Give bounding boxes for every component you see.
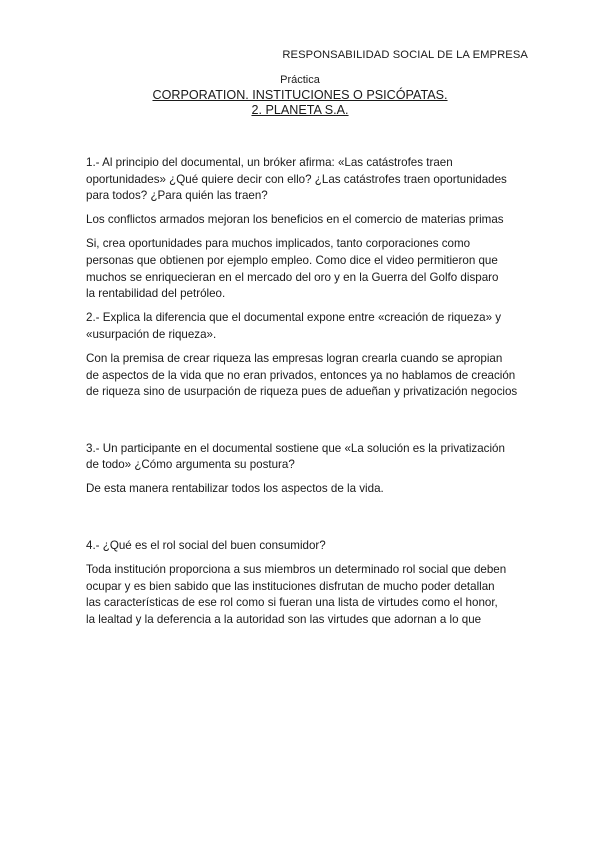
answer-2 [86, 351, 532, 401]
answer-3: De esta manera rentabilizar todos los aspectos de la vida. [86, 482, 384, 496]
question-3 [86, 441, 532, 474]
question-2 [86, 310, 532, 343]
answer-2-line: de riqueza sino de usurpación de riqueza pues de adueñan y privatización negocios [86, 385, 518, 399]
answer-1-line: Si, crea oportunidades para muchos implicados, tanto corporaciones como [86, 237, 471, 251]
question-1 [86, 155, 532, 205]
answer-1-part-b [86, 236, 532, 302]
document-header: RESPONSABILIDAD SOCIAL DE LA EMPRESA [282, 49, 528, 61]
question-4: 4.- ¿Qué es el rol social del buen consumidor? [86, 539, 326, 552]
question-1-line: oportunidades» ¿Qué quiere decir con ello? ¿Las catástrofes traen oportunidades [86, 172, 507, 186]
practice-label: Práctica [280, 74, 320, 86]
document-body [86, 155, 532, 628]
answer-4-line: Toda institución proporciona a sus miembros un determinado rol social que deben [86, 563, 507, 577]
question-3-line: 3.- Un participante en el documental sostiene que «La solución es la privatización [86, 441, 505, 455]
question-1-line: para todos? ¿Para quién las traen? [86, 189, 268, 203]
answer-4-line: la lealtad y la deferencia a la autoridad son las virtudes que adornan a lo que [86, 612, 482, 626]
document-title: CORPORATION. INSTITUCIONES O PSICÓPATAS. [152, 87, 448, 102]
question-2-line: «usurpación de riqueza». [86, 327, 217, 341]
question-2-line: 2.- Explica la diferencia que el documental expone entre «creación de riqueza» y [86, 311, 502, 325]
answer-2-line: de aspectos de la vida que no eran privados, entonces ya no hablamos de creación [86, 368, 516, 382]
question-3-line: de todo» ¿Cómo argumenta su postura? [86, 458, 295, 472]
document-subtitle: 2. PLANETA S.A. [251, 102, 349, 117]
question-1-line: 1.- Al principio del documental, un bróker afirma: «Las catástrofes traen [86, 156, 453, 169]
answer-1-line: personas que obtienen por ejemplo empleo. Como dice el video permitieron que [86, 253, 498, 267]
answer-4 [86, 562, 532, 628]
title-block [0, 73, 600, 118]
answer-1-line: muchos se enriquecieran en el mercado del oro y en la Guerra del Golfo disparo [86, 270, 499, 284]
answer-1-line: la rentabilidad del petróleo. [86, 287, 226, 301]
answer-4-line: ocupar y es bien sabido que las instituciones disfrutan de mucho poder detallan [86, 579, 495, 593]
answer-2-line: Con la premisa de crear riqueza las empresas logran crearla cuando se apropian [86, 351, 503, 365]
answer-1-part-a: Los conflictos armados mejoran los beneficios en el comercio de materias primas [86, 213, 504, 227]
answer-4-line: las características de ese rol como si fueran una lista de virtudes como el honor, [86, 596, 498, 610]
